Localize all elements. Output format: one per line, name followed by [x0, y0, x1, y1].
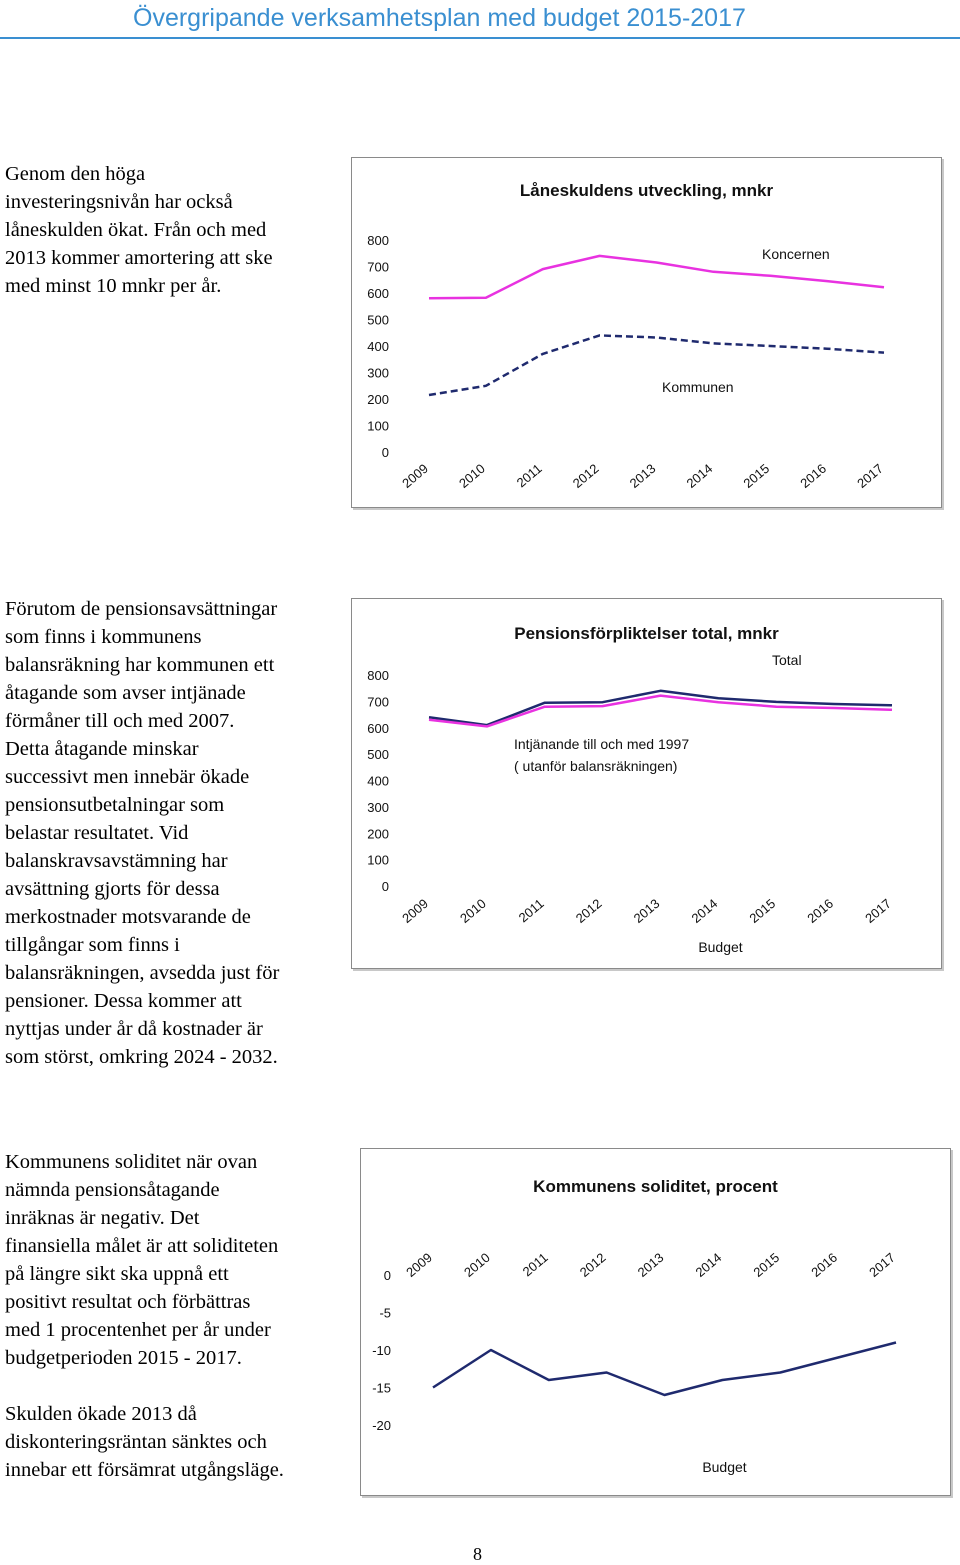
x-tick-label: 2011	[519, 1249, 551, 1280]
y-tick-label: 700	[367, 259, 389, 275]
paragraph-solidity	[5, 1148, 278, 1372]
paragraph-line: pensionsutbetalningar som	[5, 794, 225, 816]
paragraph-line: merkostnader motsvarande de	[5, 906, 251, 928]
paragraph-line: på längre sikt ska uppnå ett	[5, 1263, 229, 1285]
x-tick-label: 2013	[634, 1249, 667, 1280]
paragraph-line: låneskulden ökat. Från och med	[5, 219, 267, 241]
paragraph-line: balansräkningen, avsedda just för	[5, 962, 280, 984]
header-divider	[0, 37, 960, 39]
y-tick-label: -20	[372, 1418, 391, 1433]
paragraph-line: med minst 10 mnkr per år.	[5, 275, 222, 297]
x-tick-label: 2011	[515, 895, 547, 926]
page-number: 8	[473, 1544, 482, 1564]
paragraph-line: belastar resultatet. Vid	[5, 822, 189, 844]
x-tick-label: 2014	[688, 895, 721, 926]
paragraph-line: nämnda pensionsåtagande	[5, 1179, 220, 1201]
paragraph-line: balanskravsavstämning har	[5, 850, 228, 872]
y-tick-label: 0	[381, 879, 389, 894]
x-tick-label: 2014	[683, 460, 716, 491]
x-tick-label: 2011	[513, 460, 545, 491]
y-tick-label: 600	[367, 286, 389, 301]
paragraph-line: förmåner till och med 2007.	[5, 710, 235, 732]
paragraph-line: budgetperioden 2015 - 2017.	[5, 1347, 242, 1369]
y-tick-label: 300	[367, 799, 389, 815]
paragraph-line: Kommunens soliditet när ovan	[5, 1151, 258, 1173]
y-tick-label: -10	[372, 1343, 391, 1358]
x-tick-label: 2012	[572, 895, 605, 926]
chart-title: Låneskuldens utveckling, mnkr	[519, 181, 774, 200]
paragraph-line: balansräkning har kommunen ett	[5, 654, 275, 676]
chart-pension-svg	[352, 599, 941, 968]
series-label: Total	[772, 652, 802, 668]
y-tick-label: -15	[372, 1380, 391, 1396]
paragraph-line: Genom den höga	[5, 163, 146, 185]
y-tick-label: 800	[367, 233, 389, 248]
paragraph-line: avsättning gjorts för dessa	[5, 878, 220, 900]
x-tick-label: 2010	[456, 460, 488, 491]
x-tick-label: 2009	[403, 1249, 435, 1280]
x-tick-label: 2017	[862, 895, 894, 926]
series-line-koncernen	[429, 256, 884, 298]
x-tick-label: 2012	[576, 1249, 609, 1280]
x-tick-label: 2012	[569, 460, 602, 491]
x-tick-label: 2009	[399, 895, 431, 926]
chart-annotation: ( utanför balansräkningen)	[514, 758, 678, 774]
series-line-2	[429, 696, 892, 727]
y-tick-label: 100	[367, 418, 389, 434]
paragraph-line: Detta åtagande minskar	[5, 738, 199, 760]
y-tick-label: -5	[379, 1305, 391, 1321]
x-tick-label: 2010	[461, 1249, 493, 1280]
paragraph-line: finansiella målet är att soliditeten	[5, 1235, 279, 1257]
x-axis-label: Budget	[698, 939, 743, 955]
x-tick-label: 2017	[854, 460, 886, 491]
x-tick-label: 2010	[457, 895, 489, 926]
y-tick-label: 500	[367, 312, 389, 328]
y-tick-label: 300	[367, 365, 389, 381]
paragraph-line: med 1 procentenhet per år under	[5, 1319, 271, 1341]
y-tick-label: 200	[367, 392, 389, 407]
paragraph-line: tillgångar som finns i	[5, 934, 180, 956]
paragraph-pension	[5, 595, 279, 1071]
paragraph-line: pensioner. Dessa kommer att	[5, 990, 242, 1012]
paragraph-line: positivt resultat och förbättras	[5, 1291, 251, 1313]
paragraph-line: Skulden ökade 2013 då	[5, 1403, 197, 1425]
chart-loan-debt	[351, 157, 942, 508]
paragraph-line: innebar ett försämrat utgångsläge.	[5, 1459, 284, 1481]
x-tick-label: 2013	[626, 460, 659, 491]
y-tick-label: 800	[367, 668, 389, 683]
y-tick-label: 700	[367, 694, 389, 710]
paragraph-debt-2013	[5, 1400, 284, 1484]
paragraph-line: som finns i kommunens	[5, 626, 202, 648]
series-label: Kommunen	[662, 379, 734, 395]
chart-annotation: Intjänande till och med 1997	[514, 736, 690, 752]
x-tick-label: 2015	[740, 460, 773, 491]
x-tick-label: 2015	[750, 1249, 783, 1280]
y-tick-label: 100	[367, 852, 389, 868]
paragraph-line: diskonteringsräntan sänktes och	[5, 1431, 267, 1453]
chart-pension	[351, 598, 942, 969]
paragraph-line: Förutom de pensionsavsättningar	[5, 598, 278, 620]
document-header-title: Övergripande verksamhetsplan med budget 2015-2017	[133, 4, 746, 32]
y-tick-label: 0	[383, 1268, 391, 1283]
y-tick-label: 400	[367, 773, 389, 789]
x-tick-label: 2017	[866, 1249, 898, 1280]
y-tick-label: 200	[367, 826, 389, 842]
paragraph-line: åtagande som avser intjänade	[5, 682, 246, 704]
y-tick-label: 500	[367, 747, 389, 763]
chart-title: Pensionsförpliktelser total, mnkr	[514, 624, 779, 643]
chart-solidity-svg	[361, 1149, 950, 1495]
paragraph-line: successivt men innebär ökade	[5, 766, 250, 788]
chart-solidity	[360, 1148, 951, 1496]
series-label: Koncernen	[762, 246, 830, 262]
paragraph-line: 2013 kommer amortering att ske	[5, 247, 273, 269]
series-line-kommunen	[429, 335, 884, 395]
x-tick-label: 2014	[692, 1249, 725, 1280]
x-axis-label: Budget	[702, 1459, 747, 1475]
y-tick-label: 0	[381, 445, 389, 460]
chart-title: Kommunens soliditet, procent	[533, 1177, 778, 1196]
y-tick-label: 600	[367, 720, 389, 736]
paragraph-line: som störst, omkring 2024 - 2032.	[5, 1046, 278, 1068]
x-tick-label: 2016	[808, 1249, 841, 1280]
x-tick-label: 2016	[804, 895, 837, 926]
paragraph-line: inräknas är negativ. Det	[5, 1207, 200, 1229]
y-tick-label: 400	[367, 339, 389, 354]
paragraph-line: investeringsnivån har också	[5, 191, 233, 213]
x-tick-label: 2013	[630, 895, 663, 926]
x-tick-label: 2016	[797, 460, 830, 491]
x-tick-label: 2015	[746, 895, 779, 926]
x-tick-label: 2009	[399, 460, 431, 491]
paragraph-line: nyttjas under år då kostnader är	[5, 1018, 263, 1040]
series-line-1	[433, 1343, 896, 1396]
paragraph-debt	[5, 160, 273, 300]
chart-loan-debt-svg	[352, 158, 941, 507]
